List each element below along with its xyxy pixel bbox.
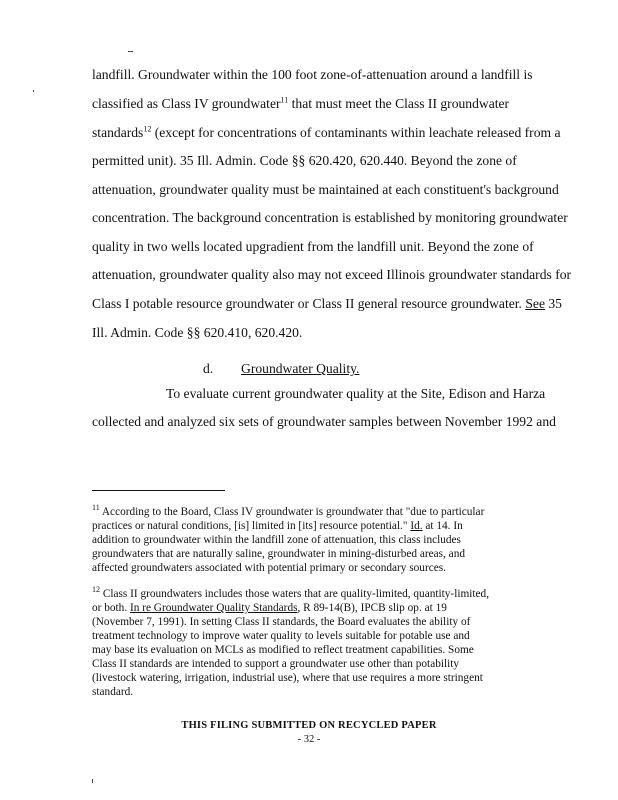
footnote-line: standard. [92,686,134,698]
body-text: 35 [544,296,562,311]
scan-mark-left [33,90,34,92]
body-text: (except for concentrations of contaminants within leachate released from a [154,125,561,140]
body-line: attenuation, groundwater quality also may not exceed Illinois groundwater standards for [92,267,572,282]
body-line: Ill. Admin. Code §§ 620.410, 620.420. [92,325,303,340]
page-number: - 32 - [297,734,321,745]
body-line: concentration. The background concentration is established by monitoring groundwater [92,210,568,225]
footnote-number: 11 [92,503,100,513]
recycled-paper-notice: THIS FILING SUBMITTED ON RECYCLED PAPER [181,720,437,731]
body-text: that must meet the Class II groundwater [291,96,510,111]
scan-mark-top [128,51,133,52]
footnote-11 [92,505,532,519]
footnote-line: groundwaters that are naturally saline, groundwater in mining-disturbed areas, and [92,548,465,560]
body-text: classified as Class IV groundwater [92,96,281,111]
footnote-text: According to the Board, Class IV groundwater is groundwater that "due to particular [99,506,485,518]
body-line [92,124,561,141]
footnote-text: Class II groundwaters includes those waters that are quality-limited, quantity-limited, [100,588,490,600]
footnote-line: affected groundwaters associated with potential primary or secondary sources. [92,562,446,574]
scan-mark-bottom [92,779,93,783]
footnote-ref-12: 12 [143,124,152,134]
body-line: collected and analyzed six sets of groundwater samples between November 1992 and [92,414,556,429]
footnote-line: may base its evaluation on MCLs as modified to reflect treatment capabilities. Some [92,644,474,656]
footnote-ref-11: 11 [280,95,289,105]
footnote-text: or both. [92,602,130,614]
section-title: Groundwater Quality. [241,361,360,376]
footnote-separator [92,490,225,491]
body-line: attenuation, groundwater quality must be maintained at each constituent's background [92,182,559,197]
see-citation: See [525,296,545,311]
body-line [92,296,562,312]
footnote-line [92,519,532,533]
footnote-line: Class II standards are intended to support a groundwater use other than potability [92,658,460,670]
footnote-citation: In re Groundwater Quality Standards [129,602,298,614]
footnote-line: (livestock watering, irrigation, industrial use), where that use requires a more stringent [92,672,483,684]
footnote-number: 12 [92,585,100,595]
footnote-line: addition to groundwater within the landfill zone of attenuation, this class includes [92,534,461,546]
footnote-line: (November 7, 1991). In setting Class II standards, the Board evaluates the ability of [92,616,471,628]
body-text: Class I potable resource groundwater or Class II general resource groundwater. [92,296,526,311]
body-line: permitted unit). 35 Ill. Admin. Code §§ 620.420, 620.440. Beyond the zone of [92,153,517,168]
footnote-text: , R 89-14(B), IPCB slip op. at 19 [297,602,447,614]
footnote-citation: Id. [410,520,423,532]
body-line: landfill. Groundwater within the 100 foot zone-of-attenuation around a landfill is [92,67,533,82]
footnote-12 [92,587,532,601]
footnote-text: at 14. In [422,520,463,532]
body-text: standards [92,125,144,140]
footnote-text: practices or natural conditions, [is] limited in [its] resource potential." [92,520,411,532]
body-line: To evaluate current groundwater quality at the Site, Edison and Harza [166,386,546,401]
body-line: quality in two wells located upgradient from the landfill unit. Beyond the zone of [92,239,534,254]
body-line [92,96,532,112]
footnote-line: treatment technology to improve water quality to levels suitable for potable use and [92,630,470,642]
section-label: d. [203,361,214,376]
footnote-line [92,601,532,615]
